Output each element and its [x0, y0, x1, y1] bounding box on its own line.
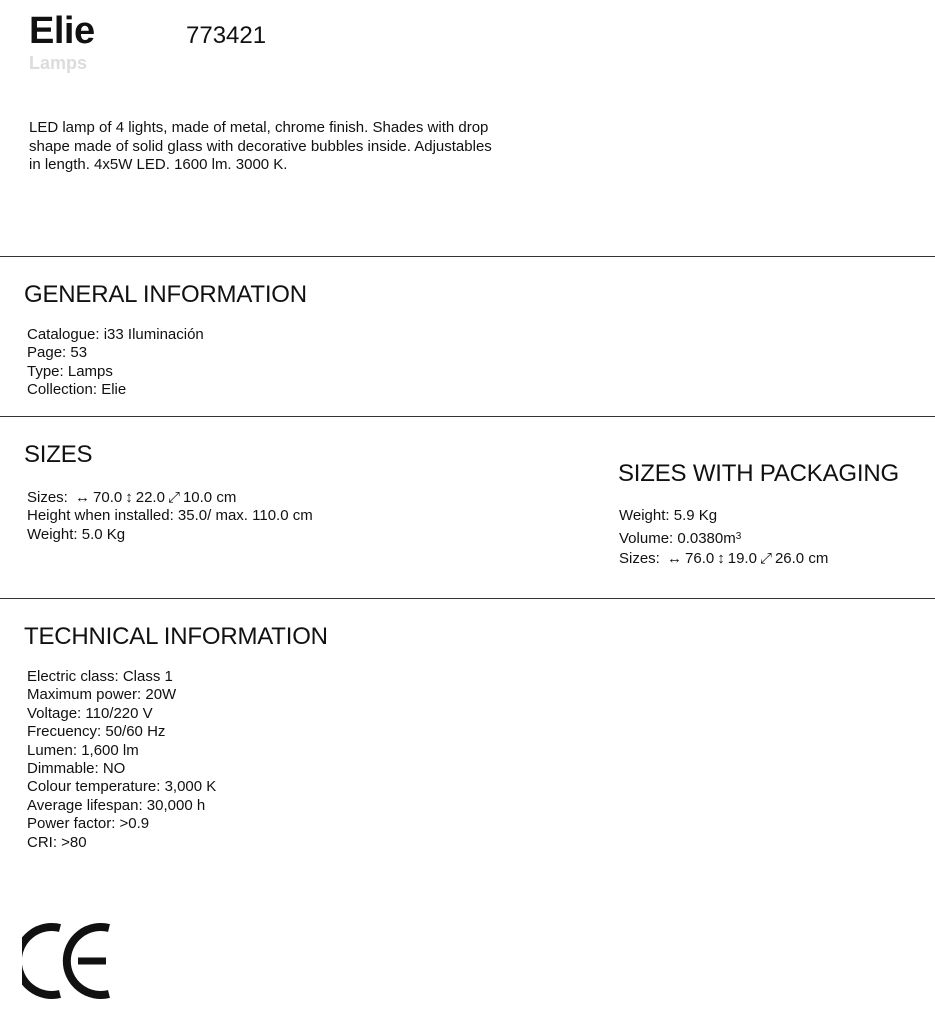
weight-line: Weight: 5.0 Kg [27, 525, 126, 543]
packaging-height: 19.0 [727, 550, 757, 567]
divider [0, 598, 935, 599]
product-name: Elie [29, 10, 95, 52]
general-info-list [27, 326, 204, 400]
general-heading: GENERAL INFORMATION [24, 281, 307, 308]
packaging-width: 76.0 [685, 550, 715, 567]
width-arrow-icon: ↔ [667, 550, 683, 567]
sizes-label: Sizes: [27, 489, 68, 506]
product-code: 773421 [186, 22, 267, 49]
size-height: 22.0 [135, 489, 165, 506]
depth-arrow-icon: ⤢ [167, 489, 180, 506]
type-line: Type: Lamps [27, 362, 113, 380]
volume-unit-superscript: 3 [735, 530, 742, 542]
size-width: 70.0 [93, 489, 123, 506]
catalogue-line: Catalogue: i33 Iluminación [27, 326, 204, 343]
colour-temperature: Colour temperature: 3,000 K [27, 778, 217, 796]
divider [0, 256, 935, 257]
height-arrow-icon: ↕ [717, 550, 725, 567]
page-line: Page: 53 [27, 344, 88, 362]
packaging-dimensions [619, 549, 828, 570]
cri: CRI: >80 [27, 833, 87, 851]
ce-mark-icon [22, 920, 114, 1002]
height-arrow-icon: ↕ [125, 489, 133, 506]
voltage: Voltage: 110/220 V [27, 704, 153, 722]
depth-arrow-icon: ⤢ [759, 550, 772, 567]
average-lifespan: Average lifespan: 30,000 h [27, 796, 206, 814]
sizes-dimensions [27, 489, 313, 507]
dimmable: Dimmable: NO [27, 760, 126, 778]
electric-class: Electric class: Class 1 [27, 668, 173, 685]
technical-info-list [27, 668, 216, 852]
divider [0, 416, 935, 417]
size-depth: 10.0 cm [182, 489, 237, 506]
collection-line: Collection: Elie [27, 381, 127, 399]
width-arrow-icon: ↔ [75, 489, 91, 506]
technical-heading: TECHNICAL INFORMATION [24, 623, 328, 650]
maximum-power: Maximum power: 20W [27, 686, 177, 704]
packaging-sizes-label: Sizes: [619, 550, 660, 567]
ce-c-shape [22, 927, 60, 995]
packaging-weight: Weight: 5.9 Kg [619, 507, 718, 524]
volume-value: Volume: 0.0380m [619, 529, 736, 547]
lumen: Lumen: 1,600 lm [27, 741, 139, 759]
frequency: Frecuency: 50/60 Hz [27, 723, 166, 741]
packaging-volume [619, 527, 828, 550]
installed-height: Height when installed: 35.0/ max. 110.0 cm [27, 507, 313, 525]
product-category: Lamps [29, 53, 88, 73]
packaging-heading: SIZES WITH PACKAGING [618, 460, 899, 487]
sizes-list [27, 489, 313, 544]
sizes-heading: SIZES [24, 441, 93, 468]
packaging-depth: 26.0 cm [774, 550, 829, 567]
power-factor: Power factor: >0.9 [27, 815, 150, 833]
product-description: LED lamp of 4 lights, made of metal, chrome finish. Shades with drop shape made of solid glass with decorative bubbles inside. Adjustables in length. 4x5W LED. 1600 lm. 3000 K. [29, 119, 492, 173]
packaging-list [619, 506, 828, 570]
